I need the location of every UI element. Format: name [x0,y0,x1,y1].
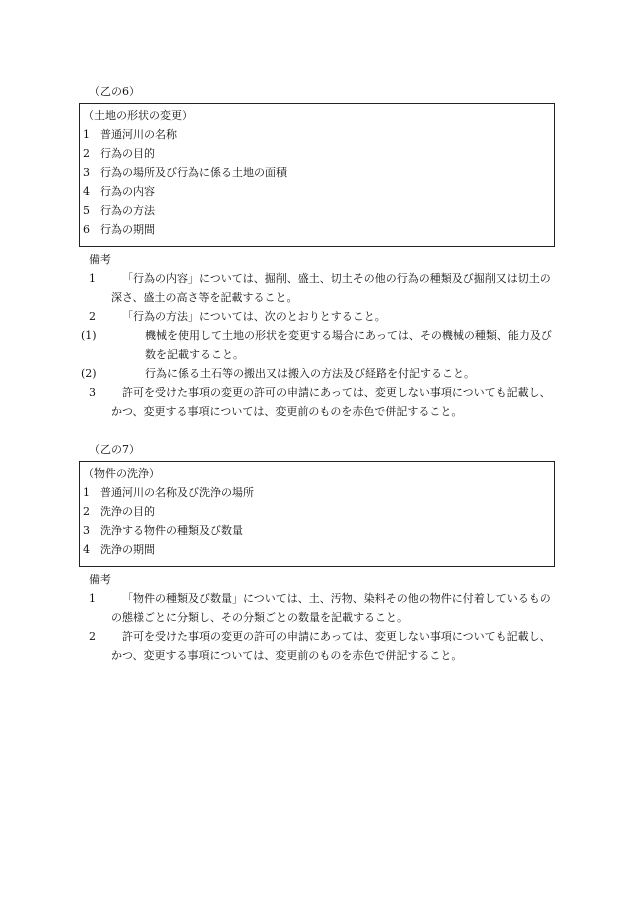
list-item [83,125,554,144]
list-item [83,220,554,239]
item-number: 3 [83,166,90,179]
item-text: 行為の場所及び行為に係る土地の面積 [100,166,287,179]
list-item [83,540,554,559]
item-text: 行為の方法 [100,204,155,217]
list-item [83,201,554,220]
note-number: 2 [89,310,96,323]
note-text: 「行為の内容」については、掘削、盛土、切土その他の行為の種類及び掘削又は切土の深さ、盛土の高さ等を記載すること。 [111,272,551,304]
item-number: 6 [83,223,90,236]
note-item [89,269,555,307]
note-number: 3 [89,386,96,399]
item-number: 3 [83,524,90,537]
note-text: 許可を受けた事項の変更の許可の申請にあっては、変更しない事項についても記載し、かつ、変更する事項については、変更前のものを赤色で併記すること。 [111,630,551,662]
list-item [83,502,554,521]
note-subitem [81,364,555,383]
note-text: 行為に係る土石等の搬出又は搬入の方法及び経路を付記すること。 [145,367,475,380]
item-number: 2 [83,505,90,518]
item-text: 普通河川の名称 [100,128,177,141]
item-text: 行為の内容 [100,185,155,198]
note-text: 「行為の方法」については、次のとおりとすること。 [122,310,386,323]
note-number: (1) [81,329,97,342]
section6-box [79,103,555,247]
list-item [83,483,554,502]
note-number: (2) [81,367,97,380]
section7-box [79,461,555,567]
note-item [89,589,555,627]
note-number: 1 [89,272,96,285]
section6-label: （乙の6） [89,85,140,98]
item-text: 洗浄の目的 [100,505,155,518]
section7-box-title: （物件の洗浄） [83,467,160,480]
item-text: 洗浄の期間 [100,543,155,556]
item-number: 4 [83,185,90,198]
note-text: 許可を受けた事項の変更の許可の申請にあっては、変更しない事項についても記載し、かつ、変更する事項については、変更前のものを赤色で併記すること。 [111,386,551,418]
note-number: 1 [89,592,96,605]
item-text: 行為の目的 [100,147,155,160]
section7-notes [89,589,555,665]
item-number: 2 [83,147,90,160]
note-number: 2 [89,630,96,643]
section7-label: （乙の7） [89,443,140,456]
note-item [89,383,555,421]
item-text: 洗浄する物件の種類及び数量 [100,524,243,537]
section6-notes [81,269,555,421]
list-item [83,163,554,182]
item-number: 1 [83,486,90,499]
item-text: 普通河川の名称及び洗浄の場所 [100,486,254,499]
list-item [83,144,554,163]
list-item [83,182,554,201]
item-number: 4 [83,543,90,556]
note-text: 「物件の種類及び数量」については、土、汚物、染料その他の物件に付着しているものの態様ごとに分類し、その分類ごとの数量を記載すること。 [111,592,551,624]
section6-notes-title: 備考 [89,253,111,266]
note-text: 機械を使用して土地の形状を変更する場合にあっては、その機械の種類、能力及び数を記載すること。 [145,329,552,361]
note-item [89,307,555,326]
section7-notes-title: 備考 [89,573,111,586]
section6-box-title: （土地の形状の変更） [83,109,193,122]
list-item [83,521,554,540]
item-number: 5 [83,204,90,217]
note-subitem [81,326,555,364]
item-text: 行為の期間 [100,223,155,236]
item-number: 1 [83,128,90,141]
note-item [89,627,555,665]
